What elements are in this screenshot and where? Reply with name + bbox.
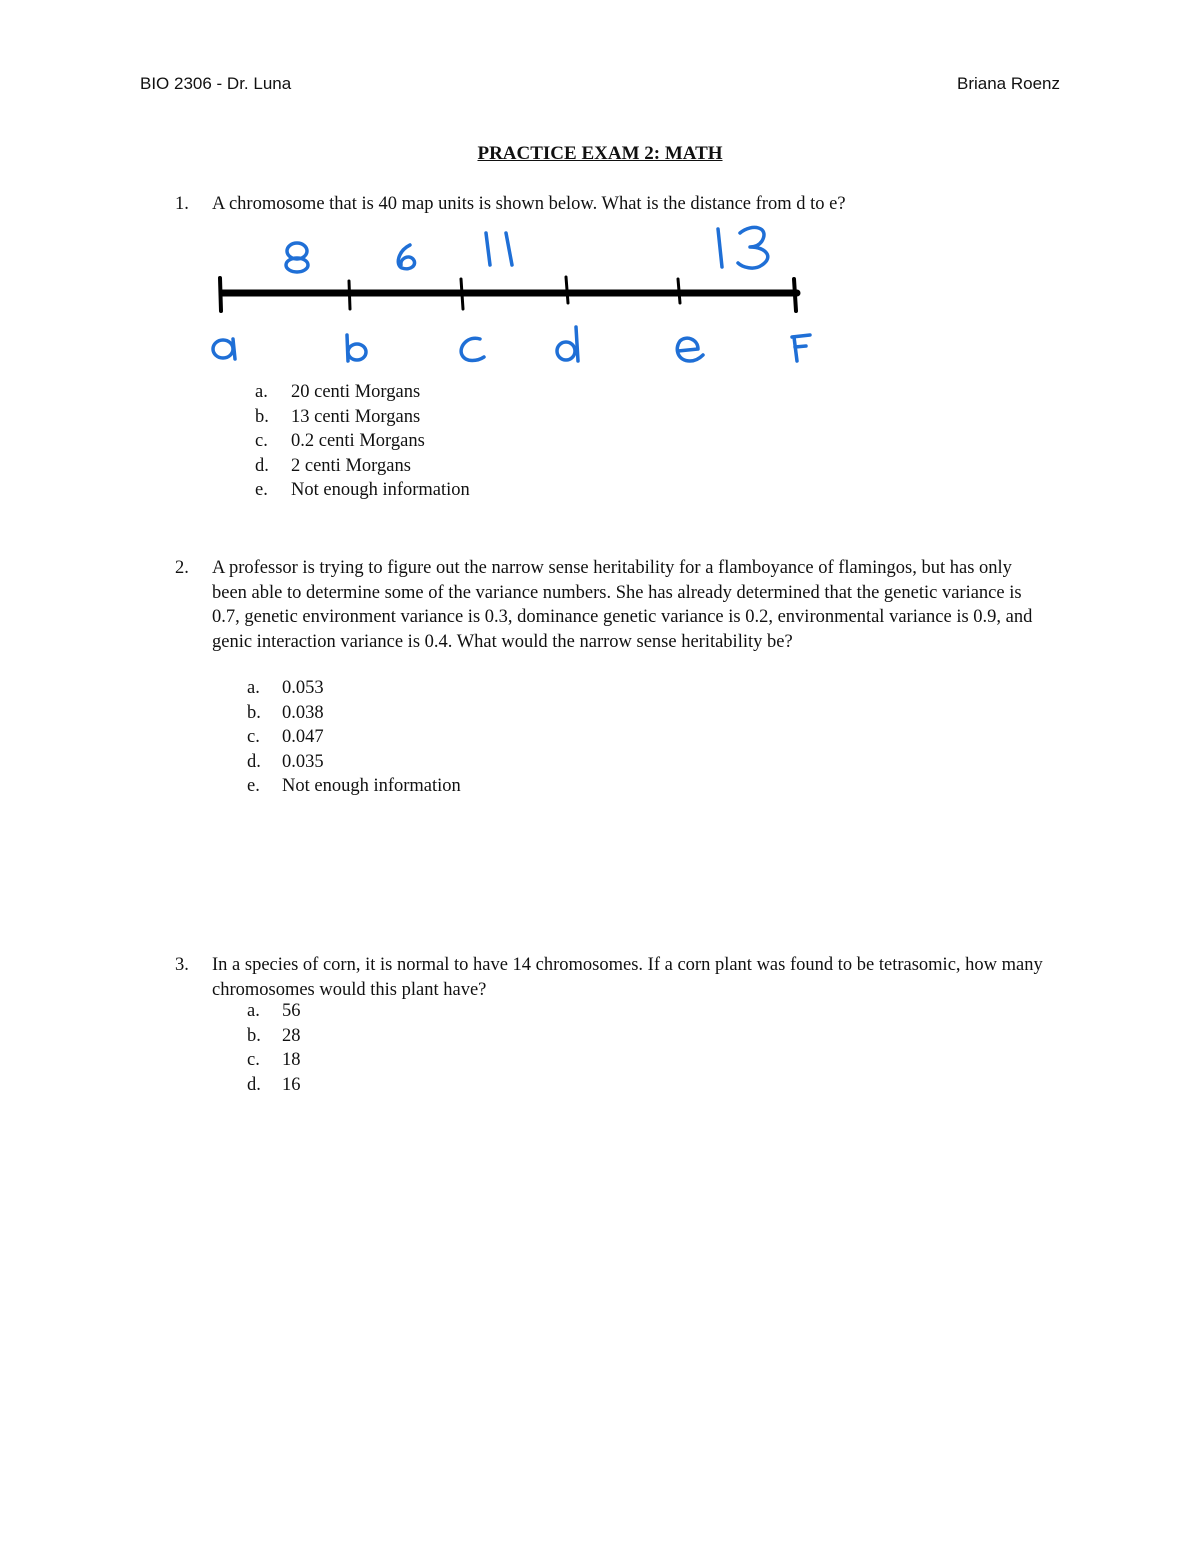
option-letter: a. — [247, 678, 260, 698]
locus-tick-a — [220, 278, 221, 311]
locus-e — [677, 338, 703, 361]
option-letter: c. — [247, 727, 260, 747]
option-text: 2 centi Morgans — [291, 455, 411, 476]
locus-tick-d — [566, 277, 568, 303]
locus-F — [792, 335, 810, 361]
distance-11 — [486, 233, 512, 265]
option-letter: a. — [255, 382, 268, 402]
option-letter: b. — [247, 1025, 261, 1046]
option-text: 0.2 centi Morgans — [291, 431, 425, 451]
option-text: 16 — [282, 1074, 301, 1095]
locus-tick-b — [349, 281, 350, 309]
option-letter: a. — [247, 1001, 260, 1021]
student-name: Briana Roenz — [956, 74, 1060, 93]
locus-b — [347, 335, 366, 361]
option-text: Not enough information — [282, 776, 461, 796]
locus-a — [213, 339, 235, 359]
question-1 — [170, 192, 1050, 217]
option-text: 0.053 — [282, 678, 324, 698]
option-text: 28 — [282, 1025, 301, 1046]
option-letter: e. — [247, 776, 260, 796]
locus-c — [461, 338, 484, 360]
question-number: 2. — [175, 558, 189, 578]
locus-tick-c — [461, 279, 463, 309]
question-2 — [170, 556, 1050, 654]
distance-8 — [286, 243, 308, 272]
question-number: 1. — [175, 194, 189, 214]
question-text: In a species of corn, it is normal to have 14 chromosomes. If a corn plant was found to be tetrasomic, how many chromosomes would this plant have? — [212, 955, 1043, 1000]
question-number: 3. — [175, 955, 189, 975]
option-text: 56 — [282, 1001, 301, 1021]
option-text: 20 centi Morgans — [291, 382, 421, 402]
locus-d — [557, 327, 578, 361]
option-letter: d. — [255, 455, 269, 476]
chromosome-map-drawing — [200, 215, 840, 375]
distance-6 — [398, 245, 414, 269]
option-letter: e. — [255, 480, 268, 500]
question-text: A professor is trying to figure out the narrow sense heritability for a flamboyance of flamingos, but has only been able to determine some of the variance numbers. She has already determined that the genetic variance is 0.7, genetic environment variance is 0.3, dominance genetic variance is 0.2, environmental variance is 0.9, and genic interaction variance is 0.4. What would the narrow sense heritability be? — [212, 558, 1033, 652]
option-text: 0.038 — [282, 702, 324, 723]
page-title: PRACTICE EXAM 2: MATH — [477, 143, 723, 164]
locus-tick-f — [794, 279, 796, 311]
option-text: 13 centi Morgans — [291, 406, 421, 427]
course-label: BIO 2306 - Dr. Luna — [140, 74, 292, 93]
question-3 — [170, 953, 1050, 1002]
page-header — [140, 74, 1060, 98]
option-letter: b. — [247, 702, 261, 723]
option-letter: c. — [247, 1050, 260, 1070]
option-letter: d. — [247, 751, 261, 772]
option-text: 0.047 — [282, 727, 324, 747]
locus-tick-e — [678, 279, 680, 303]
option-text: 18 — [282, 1050, 301, 1070]
option-letter: c. — [255, 431, 268, 451]
distance-13 — [718, 227, 768, 268]
option-letter: b. — [255, 406, 269, 427]
option-letter: d. — [247, 1074, 261, 1095]
option-text: Not enough information — [291, 480, 470, 500]
question-text: A chromosome that is 40 map units is shown below. What is the distance from d to e? — [212, 194, 846, 214]
option-text: 0.035 — [282, 751, 324, 772]
